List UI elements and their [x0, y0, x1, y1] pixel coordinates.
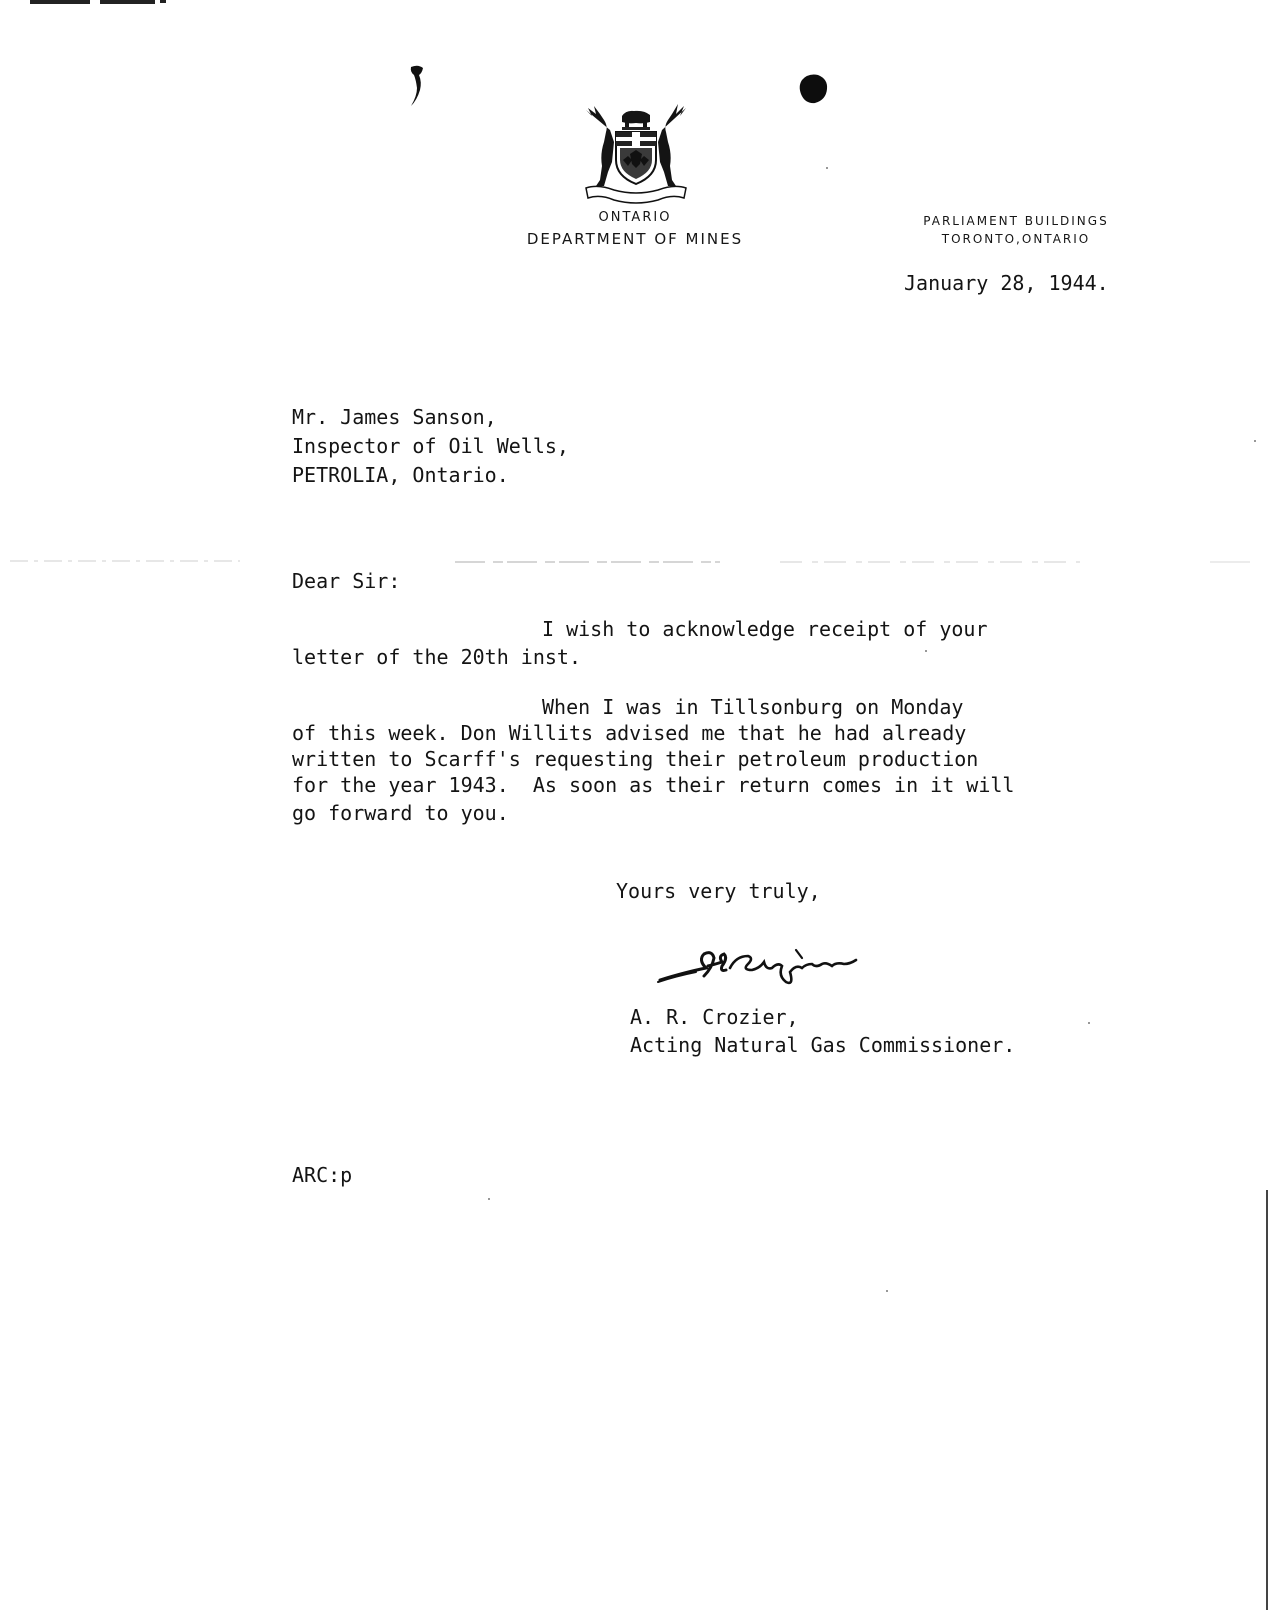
recipient-name: Mr. James Sanson, [292, 405, 497, 429]
scan-speck [1088, 1022, 1090, 1024]
body-para1-line1: I wish to acknowledge receipt of your [542, 617, 988, 641]
body-para2-line1: When I was in Tillsonburg on Monday [542, 695, 964, 719]
body-para1-line2: letter of the 20th inst. [292, 645, 581, 669]
handwritten-signature [656, 942, 876, 990]
letter-date: January 28, 1944. [904, 271, 1109, 295]
scan-speck [925, 650, 927, 652]
scan-speck [488, 1198, 490, 1200]
signer-name: A. R. Crozier, [630, 1005, 799, 1029]
recipient-location: PETROLIA, Ontario. [292, 463, 509, 487]
ink-blot-right [798, 72, 830, 106]
body-para2-line4: for the year 1943. As soon as their return comes in it will [292, 773, 1015, 797]
letterhead-address-line2: TORONTO,ONTARIO [941, 232, 1091, 246]
top-edge-mark [30, 0, 170, 6]
scan-speck [826, 167, 828, 169]
scan-speck [886, 1290, 888, 1292]
signer-title: Acting Natural Gas Commissioner. [630, 1033, 1016, 1057]
scan-speck [1254, 440, 1256, 442]
letterhead-address-line1: PARLIAMENT BUILDINGS [923, 214, 1109, 228]
body-para2-line2: of this week. Don Willits advised me that he had already [292, 721, 967, 745]
recipient-title: Inspector of Oil Wells, [292, 434, 569, 458]
closing: Yours very truly, [616, 879, 821, 903]
ink-blot-left [408, 64, 430, 110]
salutation: Dear Sir: [292, 569, 401, 593]
ontario-coat-of-arms-icon [578, 102, 694, 204]
letterhead-province: ONTARIO [598, 210, 672, 225]
reference-initials: ARC:p [292, 1163, 353, 1187]
body-para2-line5: go forward to you. [292, 801, 509, 825]
body-para2-line3: written to Scarff's requesting their petroleum production [292, 747, 979, 771]
letterhead-department: DEPARTMENT OF MINES [526, 230, 744, 248]
scan-fold-line [0, 560, 1268, 564]
